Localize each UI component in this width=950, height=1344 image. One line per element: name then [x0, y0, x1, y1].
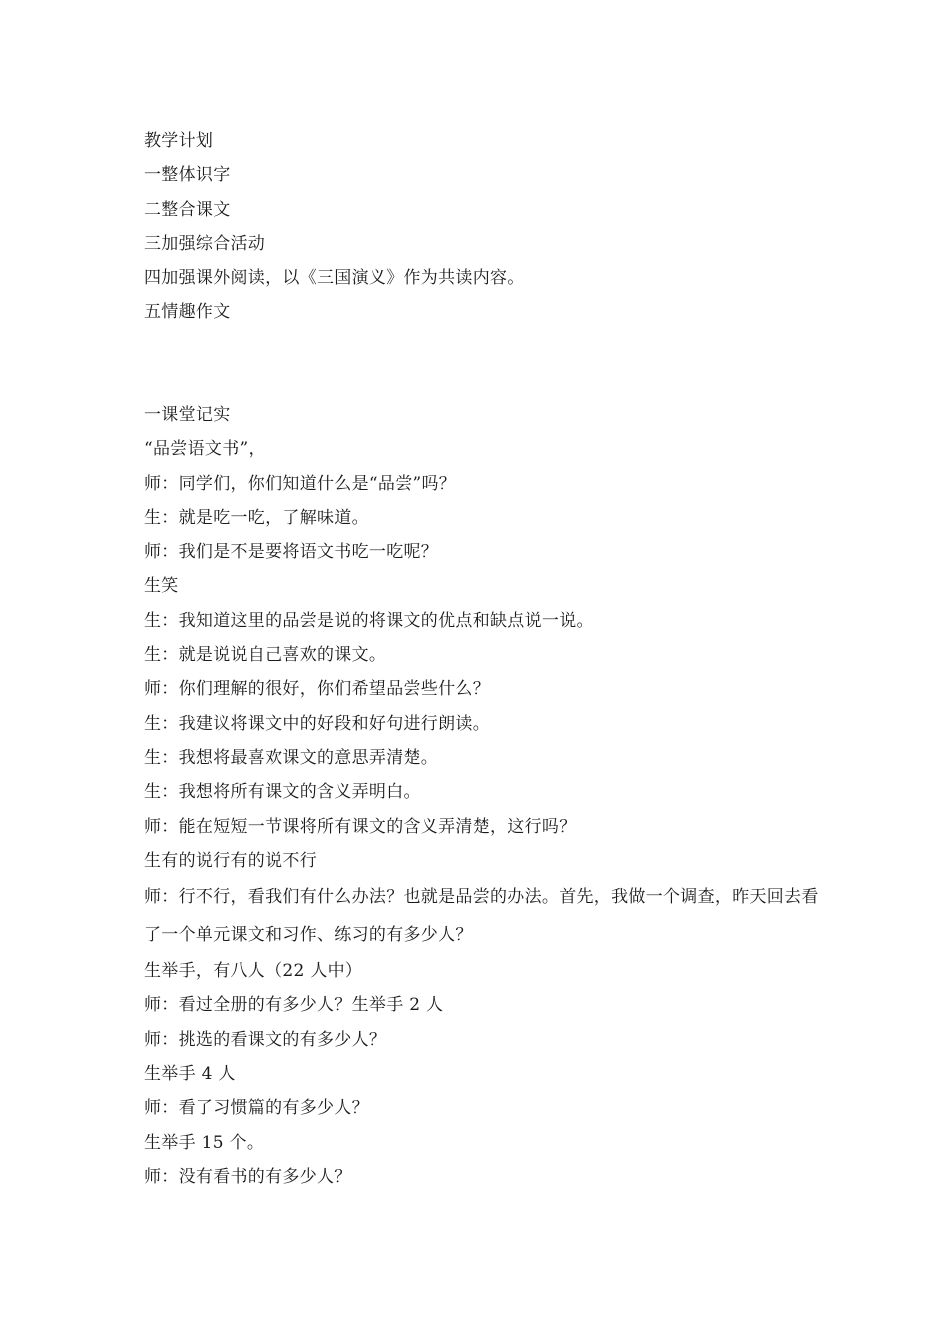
dialogue-line: 生：我想将最喜欢课文的意思弄清楚。	[144, 747, 439, 768]
dialogue-line: 生举手，有八人（22 人中）	[144, 961, 363, 982]
teaching-plan-section	[144, 124, 824, 330]
dialogue-line: 师：看了习惯篇的有多少人？	[144, 1098, 369, 1119]
plan-item: 五情趣作文	[144, 302, 231, 323]
plan-item: 二整合课文	[144, 199, 231, 220]
dialogue-line: 师：同学们，你们知道什么是“品尝”吗？	[144, 473, 457, 494]
dialogue-line: 生：我知道这里的品尝是说的将课文的优点和缺点说一说。	[144, 610, 594, 631]
plan-item: 一整体识字	[144, 165, 231, 186]
dialogue-line: 生：就是说说自己喜欢的课文。	[144, 645, 387, 666]
dialogue-line: 师：挑选的看课文的有多少人？	[144, 1029, 387, 1050]
dialogue-line-long: 师：行不行，看我们有什么办法？也就是品尝的办法。首先，我做一个调查，昨天回去看了一个单元课文和习作、练习的有多少人？	[144, 887, 819, 946]
classroom-record-section	[144, 398, 824, 1194]
record-topic: “品尝语文书”，	[144, 439, 266, 460]
plan-item: 三加强综合活动	[144, 233, 266, 254]
record-heading: 一课堂记实	[144, 405, 231, 425]
dialogue-line: 生举手 4 人	[144, 1064, 236, 1085]
dialogue-line: 师：能在短短一节课将所有课文的含义弄清楚，这行吗？	[144, 816, 577, 837]
dialogue-line: 生笑	[144, 576, 179, 597]
plan-title: 教学计划	[144, 131, 214, 151]
dialogue-line: 生举手 15 个。	[144, 1132, 265, 1153]
dialogue-line: 生：我想将所有课文的含义弄明白。	[144, 782, 421, 803]
dialogue-line: 师：看过全册的有多少人？生举手 2 人	[144, 995, 444, 1016]
dialogue-line: 生：我建议将课文中的好段和好句进行朗读。	[144, 713, 490, 734]
dialogue-line: 生：就是吃一吃，了解味道。	[144, 507, 369, 528]
plan-item: 四加强课外阅读，以《三国演义》作为共读内容。	[144, 268, 525, 289]
dialogue-line: 师：你们理解的很好，你们希望品尝些什么？	[144, 679, 490, 700]
dialogue-line: 师：我们是不是要将语文书吃一吃呢？	[144, 542, 439, 563]
dialogue-line: 生有的说行有的说不行	[144, 850, 317, 871]
dialogue-line: 师：没有看书的有多少人？	[144, 1166, 352, 1187]
